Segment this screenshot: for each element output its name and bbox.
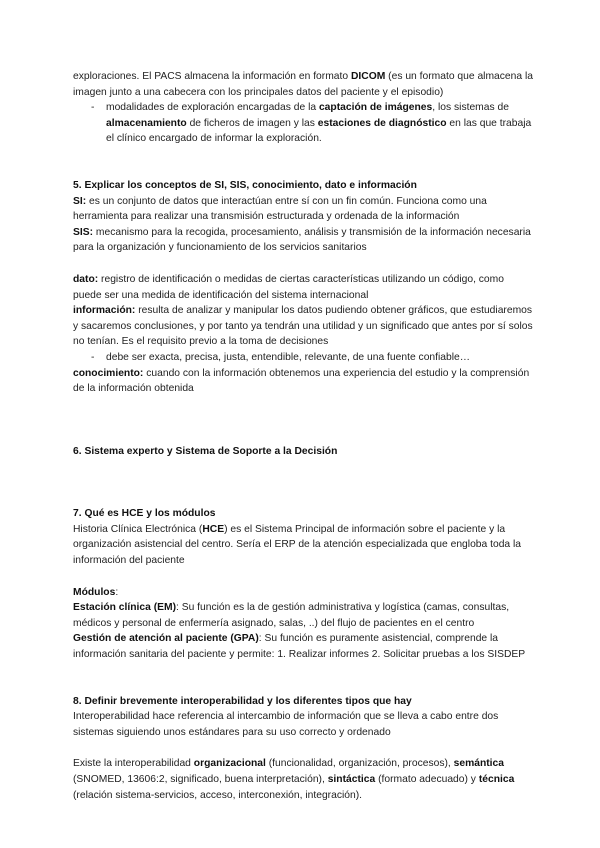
hce-term: HCE: [202, 523, 225, 535]
em-module: [73, 600, 535, 631]
text-run: Historia Clínica Electrónica (: [73, 523, 203, 535]
section-7-heading: 7. Qué es HCE y los módulos: [73, 508, 216, 520]
informacion-bullet: [73, 350, 535, 366]
text-run: :: [115, 586, 119, 598]
modulos-term: Módulos: [73, 586, 116, 598]
pacs-paragraph: [73, 69, 535, 100]
sintactica-term: sintáctica: [327, 774, 376, 785]
text-run: resulta de analizar y manipular los datos pudiendo obtener gráficos, que estudiaremos y sacaremos conclusiones, y por tanto ya tendrán una utilidad y un significado que antes por sí solos no tenían. Es el requisito previo a la toma de decisiones: [73, 305, 533, 348]
dato-definition: [73, 272, 535, 303]
hce-paragraph: [73, 522, 535, 569]
text-run: Existe la interoperabilidad: [73, 758, 194, 770]
bullet-dash: -: [91, 351, 95, 363]
text-run: modalidades de exploración encargadas de la: [106, 102, 319, 114]
informacion-term: información:: [73, 305, 136, 317]
section-5-heading: 5. Explicar los conceptos de SI, SIS, conocimiento, dato e información: [73, 179, 417, 191]
text-run: de ficheros de imagen y las: [186, 117, 318, 129]
text-run: mecanismo para la recogida, procesamiento, análisis y transmisión de la información necesaria para la organización y funcionamiento de los servicios sanitarios: [73, 226, 531, 254]
conocimiento-definition: [73, 366, 535, 397]
interoperabilidad-paragraph: Interoperabilidad hace referencia al intercambio de información que se lleva a cabo entre dos sistemas siguiendo unos estándares para su uso correcto y ordenado: [73, 711, 499, 738]
bold-term: estaciones de diagnóstico: [317, 117, 447, 129]
dato-term: dato:: [73, 273, 99, 285]
text-run: debe ser exacta, precisa, justa, entendible, relevante, de una fuente confiable…: [106, 351, 471, 363]
bullet-dash: -: [91, 102, 95, 114]
text-run: en las que trabaja el clínico encargado de informar la exploración.: [106, 117, 532, 145]
conocimiento-term: conocimiento:: [73, 367, 144, 379]
semantica-term: semántica: [453, 758, 504, 770]
si-term: SI:: [73, 195, 87, 207]
sis-term: SIS:: [73, 226, 94, 238]
gpa-module: [73, 631, 535, 662]
text-run: (funcionalidad, organización, procesos),: [265, 758, 454, 770]
modulos-label: [73, 585, 535, 601]
organizacional-term: organizacional: [193, 758, 266, 770]
document-page: [73, 69, 535, 803]
text-run: es un conjunto de datos que interactúan entre sí con un fin común. Funciona como una herramienta para realizar una transmisión estructurada y ordenada de la información: [73, 195, 487, 223]
text-run: (formato adecuado) y: [375, 774, 479, 785]
text-run: (SNOMED, 13606:2, significado, buena interpretación),: [73, 774, 328, 785]
interoperabilidad-types-paragraph: [73, 756, 535, 803]
bold-term: captación de imágenes: [318, 102, 433, 114]
text-run: exploraciones. El PACS almacena la información en formato: [73, 71, 351, 82]
text-run: , los sistemas de: [432, 102, 509, 114]
dicom-term: DICOM: [350, 71, 386, 82]
text-run: cuando con la información obtenemos una experiencia del estudio y la comprensión de la información obtenida: [73, 367, 530, 395]
text-run: (es un formato que almacena la imagen junto a una cabecera con los principales datos del paciente y el episodio): [73, 71, 533, 98]
si-definition: [73, 194, 535, 225]
em-term: Estación clínica (EM): [73, 602, 176, 614]
section-8-heading: 8. Definir brevemente interoperabilidad y los diferentes tipos que hay: [73, 695, 412, 707]
sis-definition: [73, 225, 535, 256]
text-run: : Su función es puramente asistencial, comprende la información sanitaria del paciente y permite: 1. Realizar informes 2. Solicitar pruebas a los SISDEP: [73, 633, 526, 661]
pacs-bullet: [73, 100, 535, 147]
text-run: : Su función es la de gestión administrativa y logística (camas, consultas, médicos y personal de enfermería asignado, salas, ..) del flujo de pacientes en el centro: [73, 602, 510, 629]
text-run: (relación sistema-servicios, acceso, interconexión, integración).: [73, 789, 363, 801]
bold-term: almacenamiento: [106, 117, 187, 129]
informacion-definition: [73, 303, 535, 350]
section-6-heading: 6. Sistema experto y Sistema de Soporte a la Decisión: [73, 445, 338, 457]
gpa-term: Gestión de atención al paciente (GPA): [73, 633, 259, 645]
text-run: ) es el Sistema Principal de información sobre el paciente y la organización asistencial del centro. Sería el ERP de la atención especializada que engloba toda la información del paciente: [73, 523, 522, 567]
text-run: registro de identificación o medidas de ciertas características utilizando un código, como puede ser una medida de identificación del sistema internacional: [73, 273, 504, 301]
tecnica-term: técnica: [478, 774, 515, 785]
